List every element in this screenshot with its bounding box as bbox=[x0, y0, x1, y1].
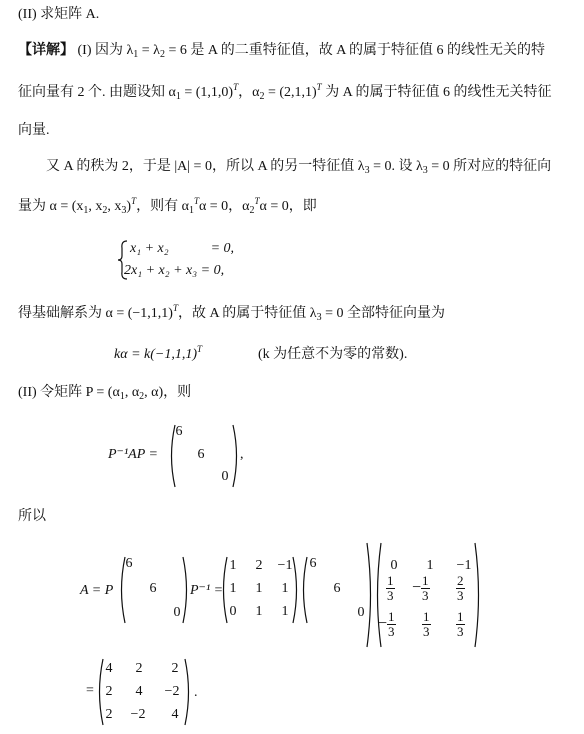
p-matrix-cell: 1 bbox=[229, 558, 237, 573]
p-matrix-cell: 0 bbox=[229, 604, 237, 619]
solution-line-1: 【详解】 (I) 因为 $\lambda_1 = \lambda_2 = 6$ 是 A 的二重特征值，故 A 的属于特征值 6 的线性无关的特 bbox=[18, 43, 546, 60]
eq2-diag-cell: 0 bbox=[173, 605, 181, 620]
result-cell: 2 bbox=[105, 707, 113, 722]
system-row-1: x₁ + x₂ = 0, bbox=[130, 241, 235, 256]
p-matrix-cell: 1 bbox=[281, 581, 289, 596]
p-matrix-cell: 1 bbox=[281, 604, 289, 619]
pinv-cell: $\frac{1}{3}$ bbox=[387, 573, 394, 603]
result-cell: 4 bbox=[105, 661, 113, 676]
eq2-diag-cell: 6 bbox=[149, 581, 157, 596]
solution-line-6: 得基础解系为 $\alpha = (-1,1,1)^T$，故 A 的属于特征值 $\lambda_3 = 0$ 全部特征向量为 bbox=[18, 303, 446, 323]
solution-line-2: 征向量有 2 个. 由题设知 $\alpha_1 = (1,1,0)^T$，$\alpha_2 = (2,1,1)^T$ 为 A 的属于特征值 6 的线性无关特征 bbox=[18, 82, 552, 102]
pinv-cell: 1 bbox=[426, 558, 434, 573]
solution-line-5: 量为 $\alpha = (x_1$, $x_2$, $x_3)^T$，则有 $\alpha_1^T\alpha = 0$，$\alpha_2^T\alpha = 0$，即 bbox=[18, 196, 317, 216]
pinv-right-paren bbox=[474, 542, 482, 648]
result-right-paren bbox=[184, 658, 192, 726]
p-matrix-cell: 1 bbox=[229, 581, 237, 596]
eq2-diag2-right-paren bbox=[366, 542, 374, 648]
result-cell: 4 bbox=[135, 684, 143, 699]
eq2-diag2-cell: 0 bbox=[357, 605, 365, 620]
eq2-diag2-cell: 6 bbox=[309, 556, 317, 571]
solution-line-3: 向量. bbox=[18, 123, 50, 138]
p-matrix-cell: 1 bbox=[255, 604, 263, 619]
result-end: . bbox=[194, 685, 198, 700]
diag-cell: 6 bbox=[197, 447, 205, 462]
solution-tag: 【详解】 bbox=[18, 43, 74, 58]
pinv-cell: $\frac{1}{3}$ bbox=[457, 609, 464, 639]
p-matrix-cell: 1 bbox=[255, 581, 263, 596]
pinv-cell: − $\frac{1}{3}$ bbox=[412, 573, 429, 603]
p-matrix-right-paren bbox=[292, 556, 300, 624]
pinv-cell: $\frac{2}{3}$ bbox=[457, 573, 464, 603]
pinv-cell: −1 bbox=[456, 558, 472, 573]
result-cell: 2 bbox=[171, 661, 179, 676]
therefore-label: 所以 bbox=[18, 509, 46, 524]
result-cell: 2 bbox=[105, 684, 113, 699]
pinv-cell: 0 bbox=[390, 558, 398, 573]
eq2-diag-right-paren bbox=[182, 556, 190, 624]
p-matrix-cell: −1 bbox=[277, 558, 293, 573]
result-equals: = bbox=[86, 683, 94, 698]
result-cell: 4 bbox=[171, 707, 179, 722]
eq2-diag2-cell: 6 bbox=[333, 581, 341, 596]
eq2-lhs: A = P bbox=[80, 583, 114, 598]
diag-eq-lhs: P⁻¹AP = bbox=[108, 447, 158, 462]
question-part-2: (II) 求矩阵 A. bbox=[18, 7, 100, 22]
system-row-2: 2x₁ + x₂ + x₃ = 0, bbox=[124, 263, 225, 278]
eq2-diag-cell: 6 bbox=[125, 556, 133, 571]
diag-cell: 6 bbox=[175, 424, 183, 439]
diag-right-paren bbox=[232, 424, 240, 488]
eq2-pinv: P⁻¹ = bbox=[190, 583, 224, 598]
result-cell: −2 bbox=[130, 707, 146, 722]
diag-eq-end: , bbox=[240, 447, 244, 462]
part2-start: (II) 令矩阵 $P = (\alpha_1$, $\alpha_2$, α)，则 bbox=[18, 385, 192, 402]
p-matrix-cell: 2 bbox=[255, 558, 263, 573]
solution-line-4: 又 A 的秩为 2，于是 |A| = 0，所以 A 的另一特征值 $\lambda_3 = 0$. 设 $\lambda_3 = 0$ 所对应的特征向 bbox=[46, 159, 552, 176]
result-cell: 2 bbox=[135, 661, 143, 676]
pinv-cell: − $\frac{1}{3}$ bbox=[378, 609, 395, 639]
eigenvector-expression: $k\alpha = k(-1,1,1)^T$ bbox=[114, 344, 203, 362]
diag-cell: 0 bbox=[221, 469, 229, 484]
result-cell: −2 bbox=[164, 684, 180, 699]
eigenvector-note: (k 为任意不为零的常数). bbox=[258, 347, 408, 362]
pinv-cell: $\frac{1}{3}$ bbox=[423, 609, 430, 639]
